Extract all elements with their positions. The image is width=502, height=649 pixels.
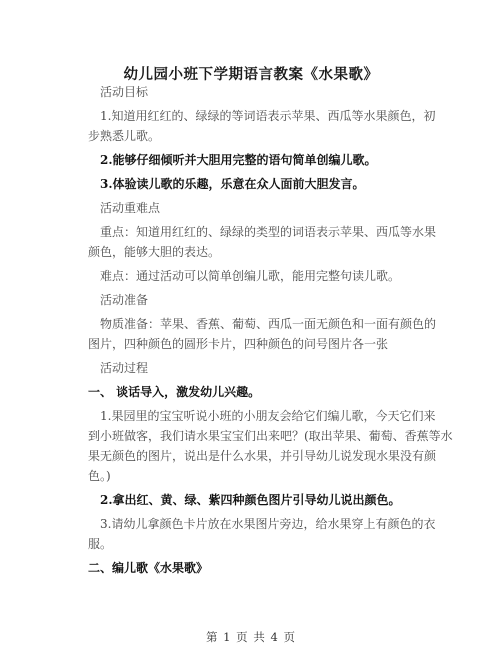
document-title: 幼儿园小班下学期语言教案《水果歌》 [123, 66, 379, 83]
key-points-heading: 活动重难点 [100, 201, 161, 215]
goal-2: 2.能够仔细倾听并大胆用完整的语句简单创编儿歌。 [100, 153, 377, 167]
step-1-para-line-2: 到小班做客，我们请水果宝宝们出来吧？(取出苹果、葡萄、香蕉等水 [88, 429, 453, 443]
step-3-line-2: 服。 [88, 537, 113, 551]
preparation-heading: 活动准备 [100, 293, 149, 307]
difficulty-line: 难点：通过活动可以简单创编儿歌，能用完整句读儿歌。 [100, 269, 401, 283]
page-footer: 第 1 页 共 4 页 [206, 630, 296, 644]
step-4-heading: 二、编儿歌《水果歌》 [88, 561, 209, 575]
preparation-line-2: 图片，四种颜色的圆形卡片，四种颜色的问号图片各一张 [88, 337, 389, 351]
step-1-para-line-3: 果无颜色的图片，说出是什么水果，并引导幼儿说发现水果没有颜 [88, 449, 437, 463]
goals-heading: 活动目标 [100, 85, 149, 99]
goal-3: 3.体验读儿歌的乐趣，乐意在众人面前大胆发言。 [100, 177, 365, 191]
step-3-line-1: 3.请幼儿拿颜色卡片放在水果图片旁边，给水果穿上有颜色的衣 [100, 517, 436, 531]
goal-1-line-1: 1.知道用红红的、绿绿的等词语表示苹果、西瓜等水果颜色，初 [100, 109, 436, 123]
document-body [88, 82, 453, 578]
step-2-bold: 2.拿出红、黄、绿、紫四种颜色图片引导幼儿说出颜色。 [100, 493, 401, 507]
step-1-para-line-4: 色。) [88, 469, 111, 483]
step-1-para-line-1: 1.果园里的宝宝听说小班的小朋友会给它们编儿歌，今天它们来 [100, 409, 436, 423]
process-heading: 活动过程 [100, 361, 149, 375]
key-points-line-1: 重点：知道用红红的、绿绿的类型的词语表示苹果、西瓜等水果 [100, 225, 437, 239]
goal-1-line-2: 步熟悉儿歌。 [88, 129, 161, 143]
step-1-heading: 一、 谈话导入，激发幼儿兴趣。 [88, 385, 261, 399]
key-points-line-2: 颜色，能够大胆的表达。 [88, 245, 221, 259]
preparation-line-1: 物质准备：苹果、香蕉、葡萄、西瓜一面无颜色和一面有颜色的 [100, 317, 437, 331]
